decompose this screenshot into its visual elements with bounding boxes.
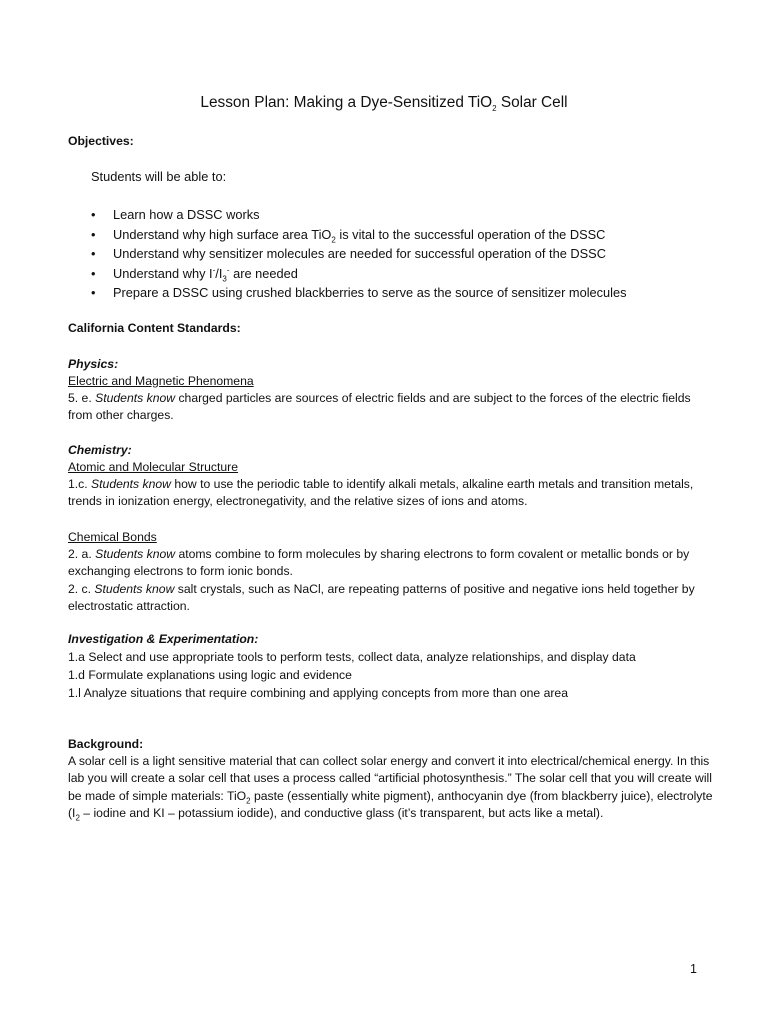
background-heading: Background:	[68, 737, 144, 751]
background-subscript: 2	[246, 796, 251, 806]
title-subscript: 2	[492, 104, 497, 114]
objective-superscript: -	[226, 265, 230, 275]
standard-number: 1.c.	[68, 477, 92, 491]
objective-item	[91, 244, 731, 264]
objective-item	[91, 283, 731, 303]
background-text: paste (essentially white pigment), anthocyanin dye (from blackberry juice), electrolyte (I	[68, 788, 713, 820]
standard-emphasis: Students know	[91, 477, 171, 491]
objective-superscript: -	[212, 265, 216, 275]
objective-subscript: 3	[222, 274, 227, 284]
objective-item	[91, 225, 731, 245]
standard-text: charged particles are sources of electric fields and are subject to the forces of the electric fields from other charges.	[68, 391, 691, 423]
background-text: A solar cell is a light sensitive material that can collect solar energy and convert it into electrical/chemical energy. In this lab you will create a solar cell that uses a process called “artificial photosynthesis.” The solar cell that you will create will be made of simple materials: TiO	[68, 754, 712, 803]
objectives-intro: Students will be able to:	[91, 169, 227, 184]
standard-text: atoms combine to form molecules by sharing electrons to form covalent or metallic bonds or by exchanging electrons to form ionic bonds.	[68, 547, 690, 579]
standard-number: 5. e.	[68, 391, 96, 405]
background-text: – iodine and KI – potassium iodide), and conductive glass (it’s transparent, but acts like a metal).	[79, 805, 604, 820]
physics-standard	[68, 390, 718, 425]
chemistry-heading: Chemistry:	[68, 443, 132, 457]
objective-text: is vital to the successful operation of the DSSC	[335, 226, 606, 242]
physics-heading: Physics:	[68, 357, 119, 371]
chemistry-subheading-atomic: Atomic and Molecular Structure	[68, 460, 239, 474]
objective-text: Understand why high surface area TiO	[113, 226, 332, 242]
background-paragraph	[68, 753, 718, 822]
investigation-item: 1.d Formulate explanations using logic and evidence	[68, 668, 352, 682]
objective-text: /I	[215, 265, 223, 281]
objective-text: Learn how a DSSC works	[113, 207, 260, 222]
standard-number: 2. c.	[68, 582, 95, 596]
objectives-heading: Objectives:	[68, 134, 134, 148]
investigation-item: 1.l Analyze situations that require combining and applying concepts from more than one area	[68, 686, 568, 700]
objective-text: Prepare a DSSC using crushed blackberries to serve as the source of sensitizer molecules	[113, 285, 627, 301]
objective-text: Understand why sensitizer molecules are needed for successful operation of the DSSC	[113, 246, 606, 262]
investigation-heading: Investigation & Experimentation:	[68, 632, 259, 646]
standard-emphasis: Students know	[95, 547, 176, 561]
objective-text: are needed	[229, 265, 298, 281]
objective-item	[91, 264, 731, 284]
objective-text: Understand why I	[113, 265, 213, 281]
page-number: 1	[690, 962, 697, 976]
title-text-end: Solar Cell	[496, 94, 568, 111]
physics-subheading: Electric and Magnetic Phenomena	[68, 374, 254, 388]
standard-text: salt crystals, such as NaCl, are repeating patterns of positive and negative ions held together by electrostatic attraction.	[68, 582, 695, 614]
chemistry-standard	[68, 581, 718, 616]
standard-text: how to use the periodic table to identify alkali metals, alkaline earth metals and transition metals, trends in ionization energy, electronegativity, and the relative sizes of ions and atoms.	[68, 477, 694, 509]
objectives-list-wrapper	[91, 205, 731, 303]
chemistry-subheading-bonds: Chemical Bonds	[68, 530, 157, 544]
document-title	[0, 92, 768, 114]
objective-subscript: 2	[331, 235, 336, 245]
title-text-start: Lesson Plan: Making a Dye-Sensitized TiO	[200, 94, 493, 111]
investigation-item: 1.a Select and use appropriate tools to perform tests, collect data, analyze relationships, and display data	[68, 650, 636, 664]
standard-emphasis: Students know	[94, 582, 175, 596]
standard-number: 2. a.	[68, 547, 96, 561]
background-subscript: 2	[75, 813, 80, 823]
standard-emphasis: Students know	[95, 391, 176, 405]
objectives-list	[91, 205, 731, 303]
standards-heading: California Content Standards:	[68, 321, 241, 335]
chemistry-standard	[68, 476, 718, 511]
objective-item	[91, 205, 731, 225]
chemistry-standard	[68, 546, 718, 581]
